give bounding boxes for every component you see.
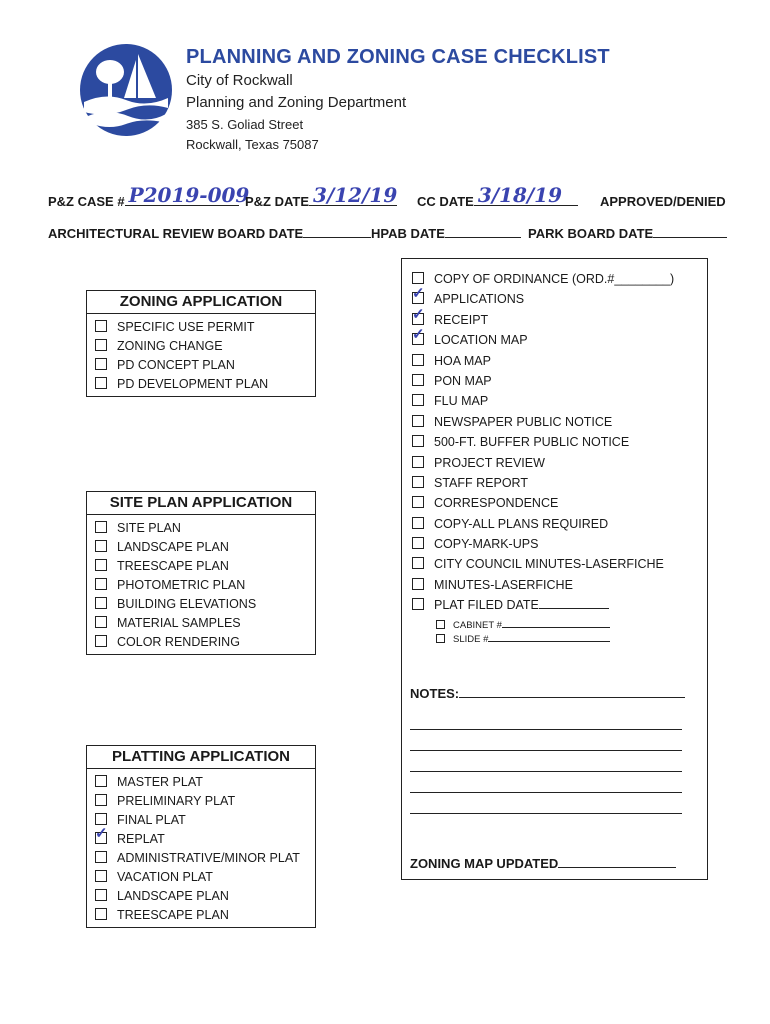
checkbox[interactable] [412,374,424,386]
item-label: TREESCAPE PLAN [117,908,229,922]
pz-date-group [245,183,398,209]
list-item[interactable] [95,519,315,538]
item-label: FINAL PLAT [117,813,186,827]
pz-date-value: 3/12/19 [313,183,398,207]
checkbox[interactable] [436,634,445,643]
pz-case-field[interactable] [125,183,250,207]
checkbox[interactable] [95,794,107,806]
checkbox[interactable] [95,851,107,863]
item-label: STAFF REPORT [434,475,528,490]
notes-line[interactable] [410,750,682,751]
item-label: COPY OF ORDINANCE (ORD.#________) [434,272,675,286]
notes-label: NOTES: [410,686,460,701]
plat-filed-date-line[interactable] [539,597,609,609]
item-label: LOCATION MAP [434,333,528,348]
checkmark-icon: ✓ [412,326,425,344]
checkbox[interactable] [95,870,107,882]
checkbox[interactable] [436,620,445,629]
checkbox[interactable] [95,578,107,590]
site-plan-list [86,515,316,655]
checkbox[interactable] [412,394,424,406]
list-item[interactable] [95,849,315,868]
cc-date-group [417,183,578,209]
list-item[interactable] [95,887,315,906]
pz-case-value: P2019-009 [128,183,250,207]
checkbox[interactable] [95,635,107,647]
slide-field[interactable] [412,630,707,644]
item-label: PD DEVELOPMENT PLAN [117,377,269,391]
department-name: Planning and Zoning Department [186,94,407,111]
checkbox[interactable] [95,616,107,628]
list-item[interactable] [412,269,707,289]
item-label: MATERIAL SAMPLES [117,616,241,630]
checkbox[interactable] [412,496,424,508]
plat-filed-sub [402,616,707,644]
list-item[interactable] [412,371,707,391]
list-item[interactable] [412,554,707,574]
item-label: ADMINISTRATIVE/MINOR PLAT [117,851,300,865]
item-label: TREESCAPE PLAN [117,559,229,573]
hpab-date-field[interactable] [445,225,521,238]
item-label: SITE PLAN [117,521,181,535]
zoning-application-title: ZONING APPLICATION [86,290,316,314]
checkbox[interactable] [412,598,424,610]
list-item[interactable] [95,576,315,595]
list-item[interactable] [412,285,707,309]
list-item[interactable] [412,575,707,595]
arb-date-label: ARCHITECTURAL REVIEW BOARD DATE [48,226,304,241]
list-item[interactable] [412,305,707,330]
item-label: APPLICATIONS [434,292,525,307]
list-item[interactable] [95,356,315,375]
platting-list [86,769,316,928]
checkbox[interactable] [95,521,107,533]
notes-group [410,685,685,701]
item-label: VACATION PLAT [117,870,213,884]
checklist-list [402,259,707,616]
checkbox[interactable] [412,272,424,284]
checkbox[interactable] [412,476,424,488]
platting-title: PLATTING APPLICATION [86,745,316,769]
list-item[interactable] [95,811,315,830]
item-label: PRELIMINARY PLAT [117,794,236,808]
checkbox[interactable] [412,435,424,447]
pz-date-field[interactable] [309,183,398,207]
checkbox[interactable] [95,889,107,901]
checkbox[interactable] [95,559,107,571]
item-label: SPECIFIC USE PERMIT [117,320,255,334]
item-label: PHOTOMETRIC PLAN [117,578,246,592]
item-label: RECEIPT [434,312,489,327]
pz-case-label: P&Z CASE # [48,194,125,209]
item-label: HOA MAP [434,353,491,368]
item-label: FLU MAP [434,394,489,409]
item-label: PLAT FILED DATE [434,598,539,613]
site-plan-title: SITE PLAN APPLICATION [86,491,316,515]
item-label: NEWSPAPER PUBLIC NOTICE [434,414,613,429]
zoning-map-updated-group [410,855,676,871]
checkbox[interactable] [95,825,108,844]
item-label: MASTER PLAT [117,775,203,789]
street-address: 385 S. Goliad Street [186,117,304,132]
checkbox[interactable] [412,557,424,569]
list-item[interactable] [95,318,315,337]
item-label: 500-FT. BUFFER PUBLIC NOTICE [434,435,630,450]
cc-date-field[interactable] [474,183,578,207]
site-plan-section [86,491,316,655]
item-label: CABINET # [453,619,502,631]
platting-section [86,745,316,928]
cc-date-value: 3/18/19 [477,183,563,207]
checkbox[interactable] [412,517,424,529]
checkbox[interactable] [412,578,424,590]
case-row [48,183,250,209]
notes-line[interactable] [410,792,682,793]
hpab-date-label: HPAB DATE [371,226,445,241]
list-item[interactable] [95,633,315,652]
checkbox[interactable] [95,339,107,351]
item-label: COPY-ALL PLANS REQUIRED [434,516,609,531]
item-label: LANDSCAPE PLAN [117,540,229,554]
checkbox[interactable] [412,415,424,427]
list-item[interactable] [95,906,315,925]
item-label: COPY-MARK-UPS [434,537,539,552]
checkbox[interactable] [412,537,424,549]
notes-line[interactable] [410,771,682,772]
checkmark-icon: ✓ [412,285,425,303]
city-name: City of Rockwall [186,72,293,89]
checkbox[interactable] [412,456,424,468]
list-item[interactable] [95,868,315,887]
item-label: MINUTES-LASERFICHE [434,577,573,592]
checkbox[interactable] [95,377,107,389]
list-item[interactable] [95,557,315,576]
checkmark-icon: ✓ [95,825,108,842]
checkbox[interactable] [95,775,107,787]
park-date-label: PARK BOARD DATE [528,226,654,241]
zoning-list [86,314,316,397]
list-item[interactable] [412,326,707,350]
checkbox[interactable] [95,540,107,552]
list-item[interactable] [95,337,315,356]
list-item[interactable] [412,432,707,452]
checkbox[interactable] [95,320,107,332]
list-item[interactable] [412,391,707,411]
list-item[interactable] [412,493,707,513]
cabinet-field[interactable] [412,616,707,630]
checkmark-icon: ✓ [412,305,425,323]
item-label: ZONING CHANGE [117,339,223,353]
item-label: BUILDING ELEVATIONS [117,597,257,611]
list-item[interactable] [95,825,315,849]
arb-date-field[interactable] [303,225,371,238]
item-label: PD CONCEPT PLAN [117,358,235,372]
notes-line[interactable] [410,729,682,730]
list-item[interactable] [95,595,315,614]
checkbox[interactable] [412,305,425,325]
list-item[interactable] [412,514,707,534]
item-label: COLOR RENDERING [117,635,240,649]
zoning-map-updated-label: ZONING MAP UPDATED [410,856,559,871]
item-label: CITY COUNCIL MINUTES-LASERFICHE [434,557,664,572]
checkbox[interactable] [95,358,107,370]
list-item[interactable] [412,453,707,473]
item-label: PROJECT REVIEW [434,455,545,470]
checklist-panel [401,258,708,880]
pz-date-label: P&Z DATE [245,194,310,209]
list-item[interactable] [412,534,707,554]
item-label: LANDSCAPE PLAN [117,889,229,903]
page-title: PLANNING AND ZONING CASE CHECKLIST [186,46,610,68]
notes-line[interactable] [459,685,685,698]
checkbox[interactable] [412,354,424,366]
item-label: SLIDE # [453,633,489,645]
cabinet-line[interactable] [502,616,610,628]
checkbox[interactable] [412,285,425,304]
slide-line[interactable] [488,630,610,642]
checkbox[interactable] [412,326,425,345]
arb-date-group [48,225,371,241]
city-state: Rockwall, Texas 75087 [186,137,319,152]
list-item[interactable] [95,773,315,792]
list-item[interactable] [412,595,707,615]
park-date-field[interactable] [653,225,727,238]
notes-line[interactable] [410,813,682,814]
list-item[interactable] [95,792,315,811]
item-label: REPLAT [117,832,165,846]
list-item[interactable] [95,375,315,394]
cc-date-label: CC DATE [417,194,474,209]
list-item[interactable] [412,412,707,432]
city-logo [76,40,176,140]
list-item[interactable] [412,473,707,493]
item-label: PON MAP [434,373,492,388]
item-label: CORRESPONDENCE [434,496,559,511]
checkbox[interactable] [95,908,107,920]
hpab-date-group [371,225,521,241]
checkbox[interactable] [95,597,107,609]
approved-denied[interactable]: APPROVED/DENIED [600,194,726,209]
list-item[interactable] [95,538,315,557]
zoning-map-updated-line[interactable] [558,855,676,868]
list-item[interactable] [412,351,707,371]
list-item[interactable] [95,614,315,633]
park-date-group [528,225,727,241]
zoning-application-section [86,290,316,397]
